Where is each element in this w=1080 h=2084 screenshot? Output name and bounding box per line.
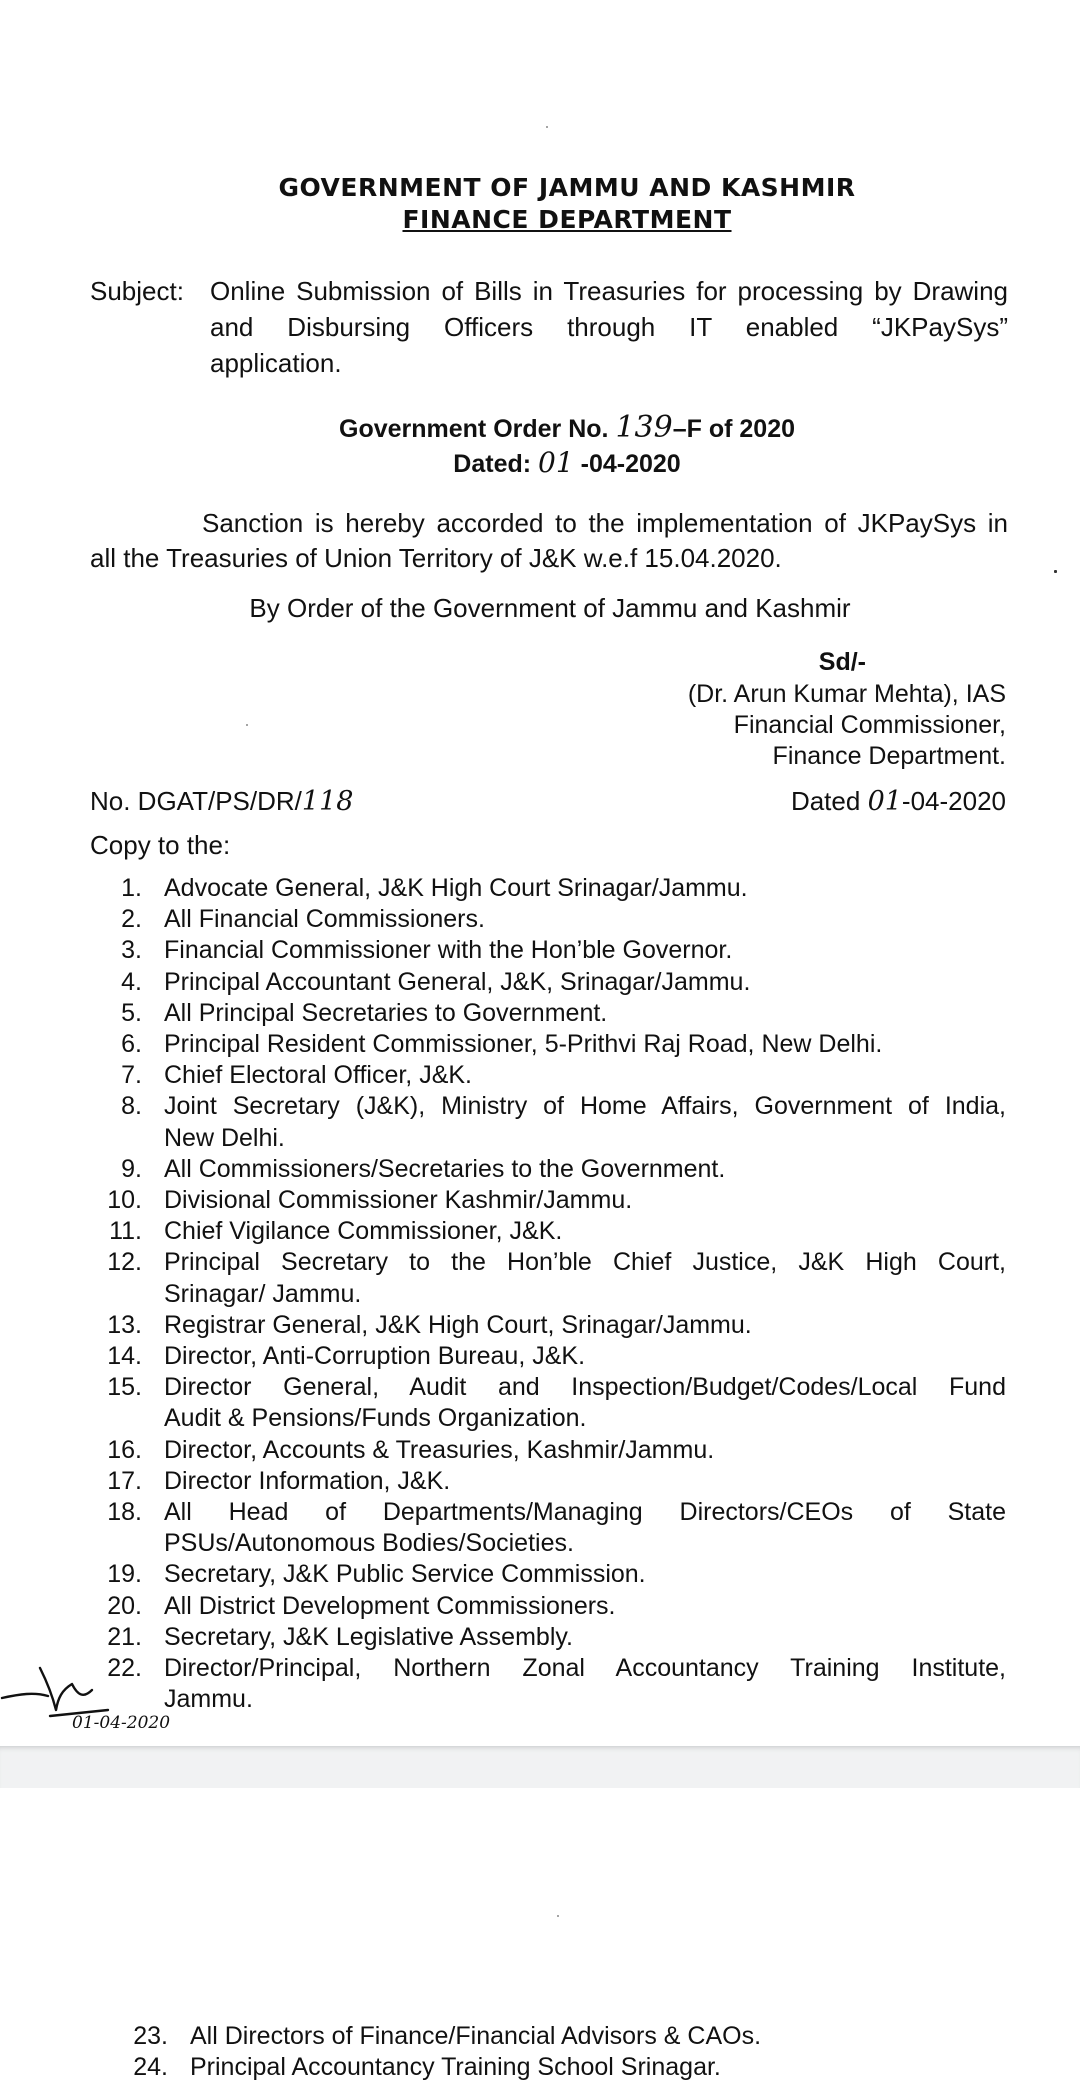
header-department: FINANCE DEPARTMENT (402, 205, 732, 234)
list-item (90, 1217, 1010, 1248)
list-item-number: 9. (121, 1154, 142, 1183)
document-page-2 (0, 1788, 1080, 2082)
list-item-text: All District Development Commissioners. (164, 1591, 616, 1620)
list-item-text: Director/Principal, Northern Zonal Accountancy Training Institute, (164, 1654, 1006, 1682)
list-item-text: All Financial Commissioners. (164, 905, 485, 934)
list-item-number: 7. (121, 1061, 142, 1090)
list-item-number: 6. (121, 1030, 142, 1058)
header-government: GOVERNMENT OF JAMMU AND KASHMIR (278, 173, 856, 202)
list-item-number: 8. (121, 1092, 142, 1121)
list-item-text: Chief Electoral Officer, J&K. (164, 1061, 472, 1090)
order-suffix: –F of 2020 (672, 415, 795, 443)
list-item (90, 1342, 1010, 1373)
list-item-number: 18. (107, 1498, 142, 1526)
list-item (90, 1092, 1010, 1154)
reference-date-rest: -04-2020 (901, 786, 1006, 816)
list-item-text: Advocate General, J&K High Court Srinagar/Jammu. (164, 874, 748, 902)
list-item (90, 1155, 1010, 1186)
list-item (116, 2053, 1036, 2084)
scan-speck (546, 126, 548, 128)
list-item-text: All Directors of Finance/Financial Advisors & CAOs. (190, 2022, 762, 2050)
list-item-text: Principal Resident Commissioner, 5-Prithvi Raj Road, New Delhi. (164, 1030, 883, 1058)
list-item (90, 999, 1010, 1030)
list-item (90, 874, 1010, 905)
by-order-line: By Order of the Government of Jammu and Kashmir (249, 593, 851, 623)
list-item-text: Director General, Audit and Inspection/Budget/Codes/Local Fund (164, 1373, 1006, 1402)
reference-dated-label: Dated (790, 786, 861, 816)
list-item-text: Registrar General, J&K High Court, Srinagar/Jammu. (164, 1310, 752, 1339)
order-dated-label: Dated: (453, 450, 532, 478)
list-item (90, 1030, 1010, 1061)
list-item (90, 936, 1010, 967)
list-item-text: Chief Vigilance Commissioner, J&K. (164, 1217, 563, 1246)
list-item-number: 17. (107, 1466, 142, 1495)
reference-number-handwritten: 118 (301, 786, 354, 817)
scan-speck (246, 724, 248, 726)
reference-date-day-handwritten: 01 (867, 786, 902, 817)
copy-to-heading: Copy to the: (90, 830, 231, 860)
order-prefix: Government Order No. (339, 415, 609, 443)
list-item-text: All Head of Departments/Managing Directors/CEOs of State (164, 1498, 1006, 1526)
subject-line-3: application. (210, 348, 342, 378)
list-item-text: Divisional Commissioner Kashmir/Jammu. (164, 1186, 633, 1214)
list-item (90, 1592, 1010, 1623)
list-item-text: Principal Accountancy Training School Srinagar. (190, 2053, 721, 2082)
list-item (90, 1623, 1010, 1654)
list-item-number: 2. (121, 905, 142, 934)
reference-number (90, 786, 353, 817)
list-item (90, 1560, 1010, 1591)
subject-line-2: and Disbursing Officers through IT enabled “JKPaySys” (210, 312, 1008, 342)
list-item-number: 21. (107, 1622, 142, 1651)
initials-date-text: 01-04-2020 (72, 1713, 171, 1733)
signatory-title: Financial Commissioner, (733, 711, 1006, 739)
body-paragraph-line-1: Sanction is hereby accorded to the implementation of JKPaySys in (202, 508, 1008, 538)
list-item (90, 1061, 1010, 1092)
signatory-name: (Dr. Arun Kumar Mehta), IAS (687, 680, 1006, 708)
list-item (90, 1311, 1010, 1342)
list-item-text: Director, Accounts & Treasuries, Kashmir/Jammu. (164, 1435, 715, 1464)
handwritten-initials (0, 1654, 200, 1734)
list-item (90, 1654, 1010, 1716)
list-item-text: Director Information, J&K. (164, 1466, 451, 1495)
list-item-number: 22. (107, 1654, 142, 1682)
list-item (90, 1436, 1010, 1467)
subject-label: Subject: (90, 276, 184, 306)
signatory-department: Finance Department. (772, 742, 1006, 770)
list-item-number: 13. (107, 1310, 142, 1339)
list-item-number: 24. (133, 2053, 168, 2082)
government-order-number (0, 410, 1080, 445)
order-date-day-handwritten: 01 (538, 446, 574, 479)
reference-prefix: No. DGAT/PS/DR/ (90, 786, 302, 816)
list-item (90, 968, 1010, 999)
list-item (90, 1373, 1010, 1435)
list-item-text: All Principal Secretaries to Government. (164, 998, 608, 1027)
scan-speck (557, 1915, 559, 1917)
list-item-text: Srinagar/ Jammu. (164, 1279, 362, 1308)
list-item-number: 11. (109, 1217, 142, 1246)
list-item (116, 2022, 1036, 2053)
reference-date (791, 786, 1006, 817)
body-paragraph-line-2: all the Treasuries of Union Territory of J&K w.e.f 15.04.2020. (90, 543, 782, 573)
list-item-text: Secretary, J&K Legislative Assembly. (164, 1622, 573, 1651)
list-item-number: 15. (107, 1373, 142, 1402)
list-item-text: PSUs/Autonomous Bodies/Societies. (164, 1529, 574, 1558)
list-item-number: 10. (107, 1186, 142, 1214)
list-item-text: Principal Secretary to the Hon’ble Chief Justice, J&K High Court, (164, 1248, 1006, 1277)
list-item (90, 1248, 1010, 1310)
list-item-number: 1. (121, 874, 142, 902)
list-item-text: Secretary, J&K Public Service Commission. (164, 1560, 646, 1589)
list-item-text: Director, Anti-Corruption Bureau, J&K. (164, 1342, 586, 1370)
list-item-number: 23. (133, 2022, 168, 2050)
list-item-text: Audit & Pensions/Funds Organization. (164, 1404, 587, 1433)
list-item-number: 19. (107, 1560, 142, 1589)
list-item-text: New Delhi. (164, 1123, 285, 1152)
list-item-number: 4. (121, 967, 142, 996)
list-item-number: 12. (107, 1248, 142, 1277)
list-item (90, 1498, 1010, 1560)
list-item (90, 1467, 1010, 1498)
list-item-text: Financial Commissioner with the Hon’ble Governor. (164, 936, 733, 965)
page-separator (0, 1746, 1080, 1789)
list-item (90, 905, 1010, 936)
list-item-number: 20. (107, 1591, 142, 1620)
list-item-number: 16. (107, 1435, 142, 1464)
government-order-date (0, 446, 1080, 479)
list-item (90, 1186, 1010, 1217)
list-item-number: 14. (107, 1342, 142, 1370)
list-item-text: All Commissioners/Secretaries to the Government. (164, 1154, 726, 1183)
list-item-number: 3. (121, 936, 142, 965)
signature-sd: Sd/- (818, 648, 866, 676)
scan-speck (1054, 570, 1057, 573)
list-item-text: Joint Secretary (J&K), Ministry of Home Affairs, Government of India, (164, 1092, 1006, 1121)
list-item-text: Jammu. (164, 1685, 253, 1714)
order-number-handwritten: 139 (615, 410, 673, 445)
list-item-text: Principal Accountant General, J&K, Srinagar/Jammu. (164, 967, 751, 996)
list-item-number: 5. (121, 998, 142, 1027)
order-date-rest: -04-2020 (580, 450, 681, 478)
subject-line-1: Online Submission of Bills in Treasuries for processing by Drawing (210, 276, 1008, 306)
